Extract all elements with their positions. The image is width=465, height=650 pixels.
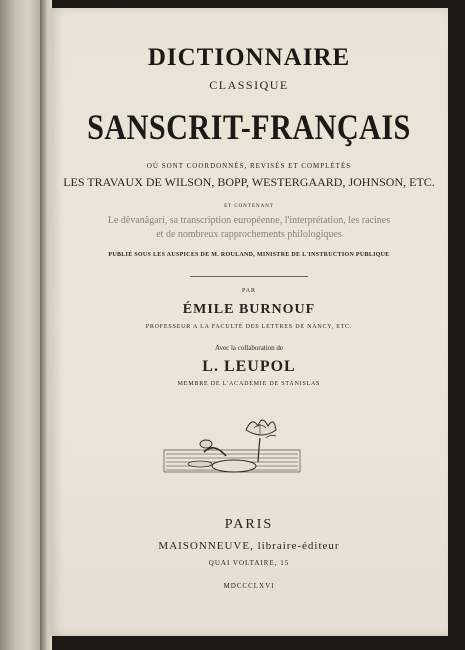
collaboration-label: Avec la collaboration de (214, 344, 284, 352)
auspices-line: PUBLIÉ SOUS LES AUSPICES DE M. ROULAND, MINISTRE DE L'INSTRUCTION PUBLIQUE (108, 252, 390, 258)
description-line-1: Le dêvanâgari, sa transcription européenne, l'interprétation, les racines (107, 215, 391, 226)
divider-rule (190, 276, 308, 277)
title-line-classique: CLASSIQUE (209, 78, 289, 92)
publication-city: PARIS (224, 517, 274, 532)
lotus-vignette-icon (162, 412, 302, 480)
par-label: PAR (241, 288, 257, 294)
publication-date: MDCCCLXVI (223, 582, 275, 590)
publisher-address: QUAI VOLTAIRE, 15 (208, 559, 290, 567)
collaborator-title: MEMBRE DE L'ACADÉMIE DE STANISLAS (177, 381, 321, 387)
title-line-dictionnaire: DICTIONNAIRE (147, 44, 351, 71)
subtitle-line-2: LES TRAVAUX DE WILSON, BOPP, WESTERGAARD, JOHNSON, ETC. (63, 175, 435, 189)
author-name: ÉMILE BURNOUF (182, 302, 316, 317)
description-line-2: et de nombreux rapprochements philologiques (156, 229, 342, 240)
collaborator-name: L. LEUPOL (202, 358, 296, 375)
publisher-name: MAISONNEUVE, libraire-éditeur (158, 540, 340, 552)
contenant-label: ET CONTENANT (224, 204, 274, 209)
author-title: PROFESSEUR A LA FACULTÉ DES LETTRES DE NANCY, ETC. (145, 324, 353, 330)
subtitle-line-1: OÙ SONT COORDONNÉS, REVISÉS ET COMPLÉTÉS (146, 162, 352, 170)
title-main: SANSCRIT-FRANÇAIS (87, 107, 411, 147)
title-page (50, 8, 448, 636)
book-spine (0, 0, 40, 650)
